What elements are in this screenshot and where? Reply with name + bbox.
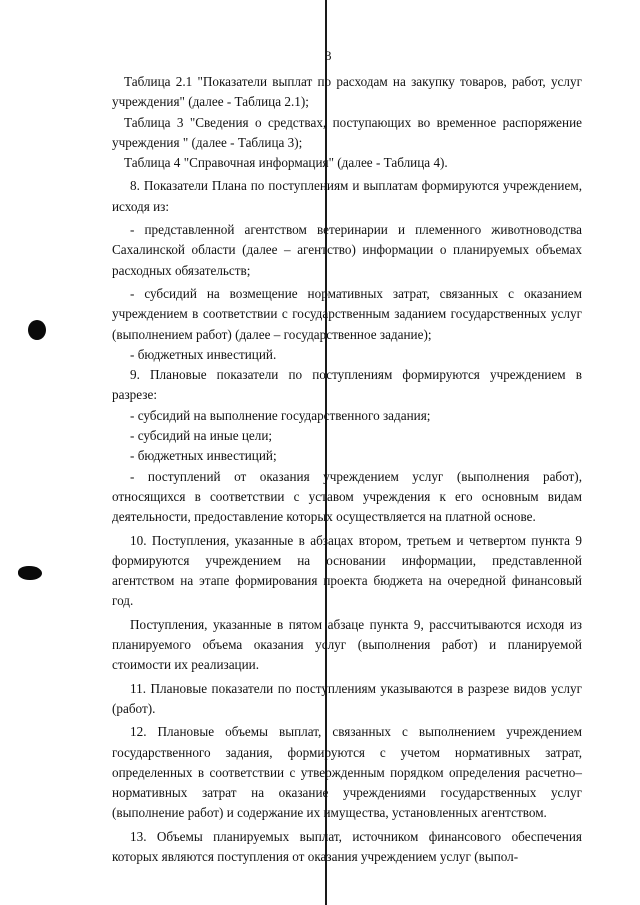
page-number: 3 — [325, 48, 332, 63]
paragraph-item-8-subsidies: - субсидий на возмещение нормативных затрат, связанных с оказанием учреждением в соответствии с государственным заданием государственных услуг (выполнением работ) (далее – государственное задание); — [112, 285, 582, 342]
paragraph-item-10-fifth: Поступления, указанные в пятом абзаце пункта 9, рассчитываются исходя из планируемого объема оказания услуг (выполнения работ) и планируемой стоимости их реализации. — [112, 616, 582, 673]
punch-hole-mark-top — [28, 320, 46, 340]
paragraph-table-3: Таблица 3 "Сведения о средствах, поступающих во временное распоряжение учреждения " (далее - Таблица 3); — [112, 114, 582, 150]
paragraph-table-2-1: Таблица 2.1 "Показатели выплат по расходам на закупку товаров, работ, услуг учреждения" (далее - Таблица 2.1); — [112, 74, 582, 110]
paragraph-table-4: Таблица 4 "Справочная информация" (далее - Таблица 4). — [124, 155, 448, 171]
paragraph-item-10: 10. Поступления, указанные в абзацах втором, третьем и четвертом пункта 9 формируются учреждением на основании информации, представленной агентством на этапе формирования проекта бюджета на очередной финансовый год. — [112, 532, 582, 609]
paragraph-item-9-other: - субсидий на иные цели; — [130, 428, 273, 444]
paragraph-item-11: 11. Плановые показатели по поступлениям указываются в разрезе видов услуг (работ). — [112, 680, 582, 716]
paragraph-item-9-investments: - бюджетных инвестиций; — [130, 448, 277, 464]
paragraph-item-8-agency: - представленной агентством ветеринарии и племенного животноводства Сахалинской области (далее – агентство) информации о планируемых объемах расходных обязательств; — [112, 222, 582, 278]
document-body — [112, 72, 582, 867]
paragraph-item-12: 12. Плановые объемы выплат, связанных с выполнением учреждением государственного задания, формируются с учетом нормативных затрат, определенных в соответствии с утвержденным порядком определения расчетно–нормативных затрат на оказание учреждениями государственных услуг (выполнение работ) и содержание их имущества, установленных агентством. — [112, 724, 582, 821]
paragraph-item-9-paid-services: - поступлений от оказания учреждением услуг (выполнения работ), относящихся в соответствии с уставом учреждения к его основным видам деятельности, предоставление которых осуществляется на платной основе. — [112, 468, 582, 525]
paragraph-item-8-investments: - бюджетных инвестиций. — [130, 346, 277, 362]
paragraph-item-13: 13. Объемы планируемых выплат, источником финансового обеспечения которых являются поступления от оказания учреждением услуг (выпол- — [112, 828, 582, 864]
paragraph-item-9: 9. Плановые показатели по поступлениям формируются учреждением в разрезе: — [112, 367, 582, 403]
punch-hole-mark-bottom — [18, 566, 42, 580]
paragraph-item-8: 8. Показатели Плана по поступлениям и выплатам формируются учреждением, исходя из: — [112, 178, 582, 214]
paragraph-item-9-state-task: - субсидий на выполнение государственного задания; — [130, 407, 431, 423]
